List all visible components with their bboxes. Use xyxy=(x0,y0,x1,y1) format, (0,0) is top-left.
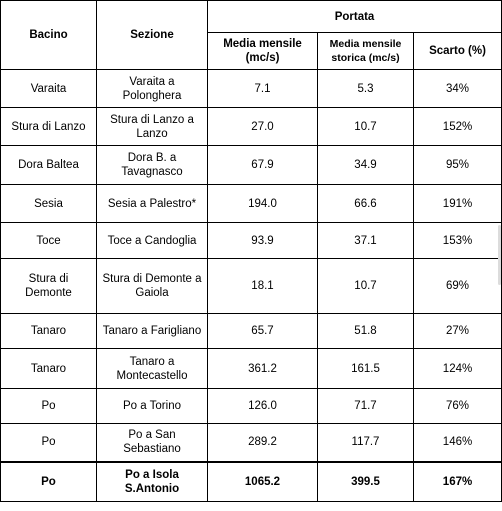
cell-bacino: Po xyxy=(1,462,97,502)
cell-media-storica: 10.7 xyxy=(318,259,414,314)
cell-media-mensile: 126.0 xyxy=(208,389,318,424)
table-row xyxy=(1,146,502,185)
header-portata: Portata xyxy=(208,1,502,33)
header-sezione: Sezione xyxy=(97,1,208,70)
table-row xyxy=(1,223,502,259)
cell-scarto: 27% xyxy=(414,314,502,349)
cell-sezione: Stura di Demonte a Gaiola xyxy=(97,259,208,314)
cell-media-storica: 399.5 xyxy=(318,462,414,502)
cell-sezione: Tanaro a Montecastello xyxy=(97,349,208,389)
cell-scarto: 124% xyxy=(414,349,502,389)
cell-scarto: 191% xyxy=(414,185,502,223)
cell-media-mensile: 65.7 xyxy=(208,314,318,349)
cell-media-mensile: 1065.2 xyxy=(208,462,318,502)
scrollbar-indicator[interactable] xyxy=(498,225,501,285)
cell-scarto: 76% xyxy=(414,389,502,424)
cell-media-mensile: 67.9 xyxy=(208,146,318,185)
cell-media-storica: 34.9 xyxy=(318,146,414,185)
cell-sezione: Varaita a Polonghera xyxy=(97,70,208,108)
cell-media-mensile: 361.2 xyxy=(208,349,318,389)
table-row xyxy=(1,389,502,424)
table-row xyxy=(1,259,502,314)
header-scarto: Scarto (%) xyxy=(414,33,502,70)
cell-scarto: 167% xyxy=(414,462,502,502)
table-row xyxy=(1,108,502,146)
cell-media-storica: 37.1 xyxy=(318,223,414,259)
cell-bacino: Tanaro xyxy=(1,349,97,389)
cell-bacino: Po xyxy=(1,389,97,424)
cell-bacino: Po xyxy=(1,424,97,462)
header-bacino: Bacino xyxy=(1,1,97,70)
cell-scarto: 69% xyxy=(414,259,502,314)
cell-scarto: 34% xyxy=(414,70,502,108)
cell-media-storica: 5.3 xyxy=(318,70,414,108)
cell-media-storica: 66.6 xyxy=(318,185,414,223)
cell-scarto: 95% xyxy=(414,146,502,185)
cell-media-storica: 51.8 xyxy=(318,314,414,349)
cell-bacino: Varaita xyxy=(1,70,97,108)
header-media-storica: Media mensile storica (mc/s) xyxy=(318,33,414,70)
table-row xyxy=(1,349,502,389)
cell-sezione: Po a Isola S.Antonio xyxy=(97,462,208,502)
cell-media-mensile: 7.1 xyxy=(208,70,318,108)
cell-bacino: Stura di Demonte xyxy=(1,259,97,314)
cell-bacino: Tanaro xyxy=(1,314,97,349)
table-row xyxy=(1,424,502,462)
cell-bacino: Toce xyxy=(1,223,97,259)
cell-scarto: 153% xyxy=(414,223,502,259)
table-body xyxy=(1,70,502,502)
cell-sezione: Tanaro a Farigliano xyxy=(97,314,208,349)
cell-media-mensile: 18.1 xyxy=(208,259,318,314)
cell-media-mensile: 27.0 xyxy=(208,108,318,146)
cell-media-storica: 10.7 xyxy=(318,108,414,146)
cell-bacino: Stura di Lanzo xyxy=(1,108,97,146)
table-row xyxy=(1,185,502,223)
cell-media-mensile: 194.0 xyxy=(208,185,318,223)
table-row xyxy=(1,70,502,108)
cell-scarto: 152% xyxy=(414,108,502,146)
cell-media-mensile: 93.9 xyxy=(208,223,318,259)
header-media-mensile: Media mensile (mc/s) xyxy=(208,33,318,70)
table-row-total xyxy=(1,462,502,502)
cell-sezione: Toce a Candoglia xyxy=(97,223,208,259)
cell-media-mensile: 289.2 xyxy=(208,424,318,462)
table-row xyxy=(1,314,502,349)
cell-media-storica: 161.5 xyxy=(318,349,414,389)
cell-sezione: Stura di Lanzo a Lanzo xyxy=(97,108,208,146)
cell-sezione: Dora B. a Tavagnasco xyxy=(97,146,208,185)
cell-sezione: Po a San Sebastiano xyxy=(97,424,208,462)
cell-bacino: Sesia xyxy=(1,185,97,223)
cell-scarto: 146% xyxy=(414,424,502,462)
cell-bacino: Dora Baltea xyxy=(1,146,97,185)
cell-media-storica: 71.7 xyxy=(318,389,414,424)
cell-sezione: Sesia a Palestro* xyxy=(97,185,208,223)
cell-media-storica: 117.7 xyxy=(318,424,414,462)
cell-sezione: Po a Torino xyxy=(97,389,208,424)
